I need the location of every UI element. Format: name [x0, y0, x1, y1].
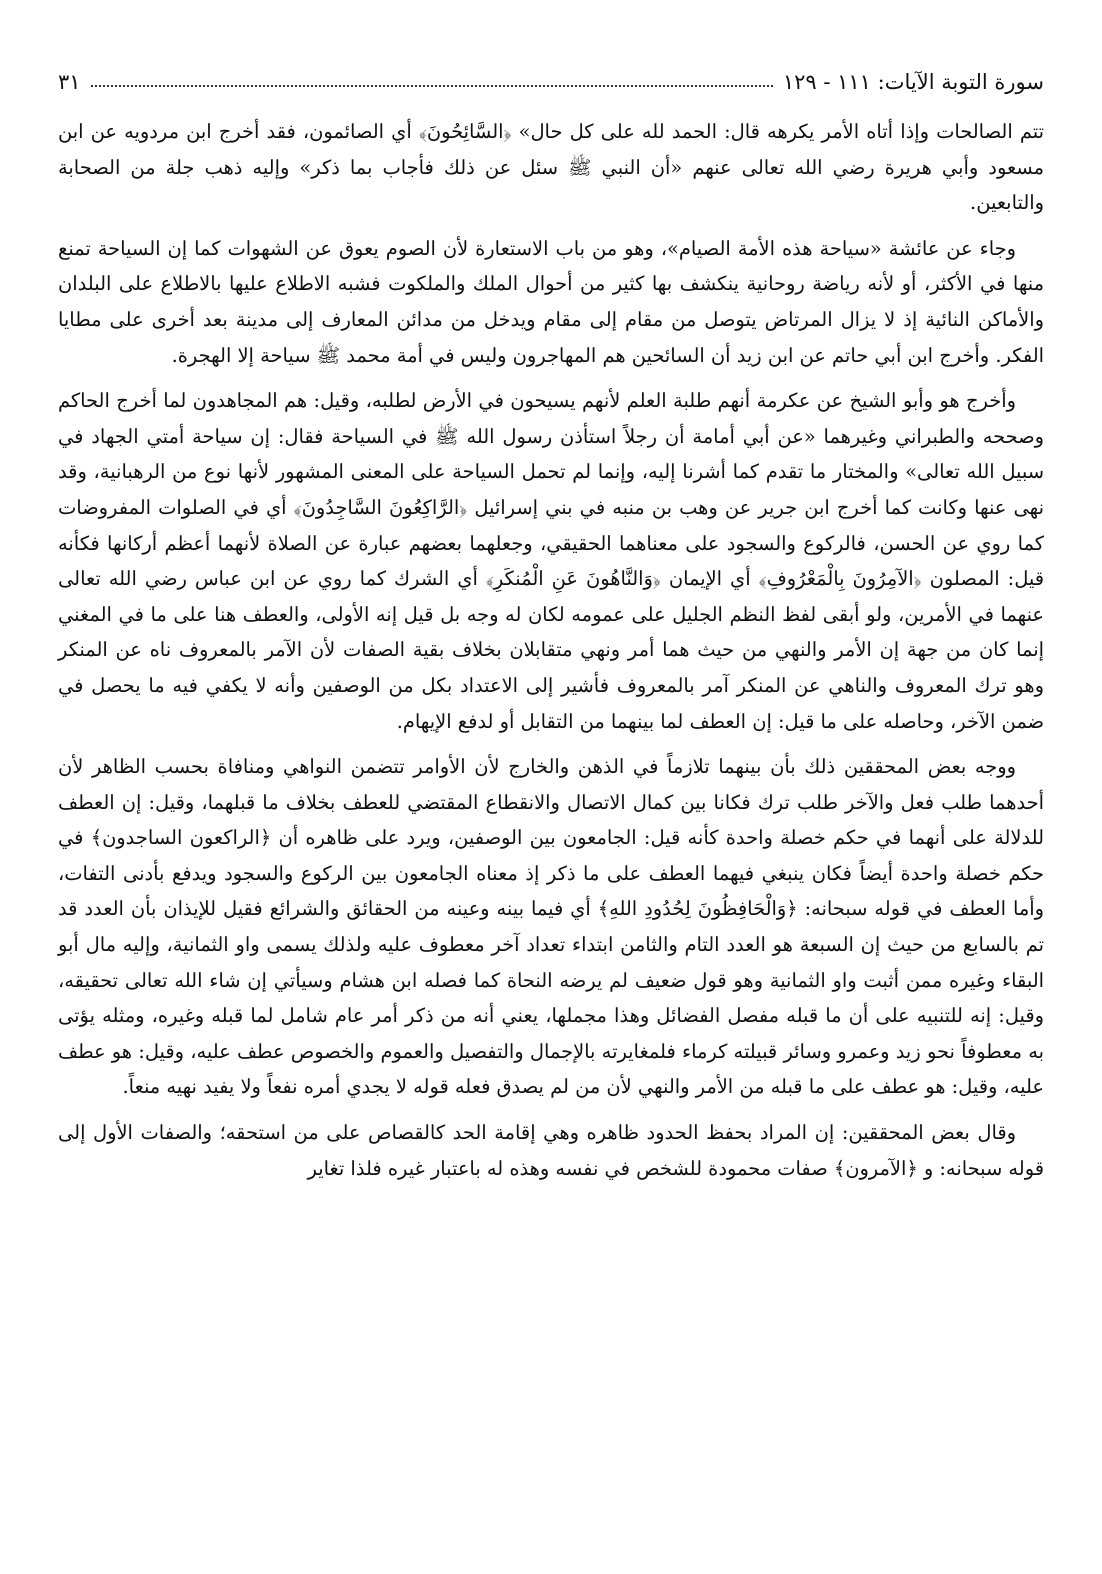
- dotted-leader: [91, 85, 773, 87]
- page-header: [58, 62, 1044, 102]
- paragraph-2: وجاء عن عائشة «سياحة هذه الأمة الصيام»، وهو من باب الاستعارة لأن الصوم يعوق عن الشهوات كما إن السياحة تمنع منها في الأكثر، أو لأنه رياضة روحانية ينكشف بها كثير من أحوال الملك والملكوت فشبه الاطلاع عليها بالاطلاع على البلدان والأماكن النائية إذ لا يزال المرتاض يتوصل من مقام إلى مقام ويدخل من مدائن المعارف إلى مدينة بعد أخرى على مطايا الفكر. وأخرج ابن أبي حاتم عن ابن زيد أن السائحين هم المهاجرون وليس في أمة محمد ﷺ سياحة إلا الهجرة.: [58, 236, 1044, 367]
- paragraph-4: ووجه بعض المحققين ذلك بأن بينهما تلازماً في الذهن والخارج لأن الأوامر تتضمن النواهي ومنافاة بحسب الظاهر لأن أحدهما طلب فعل والآخر طلب ترك فكانا بين كمال الاتصال والانقطاع المقتضي للعطف بخلاف ما قبلهما، وقيل: إن العطف للدلالة على أنهما في حكم خصلة واحدة كأنه قيل: الجامعون بين الوصفين، ويرد على ظاهره أن ﴿الراكعون الساجدون﴾ في حكم خصلة واحدة أيضاً فكان ينبغي فيهما العطف على ما ذكر إذ معناه الجامعون بين الركوع والسجود ويدفع بأدنى التفات، وأما العطف في قوله سبحانه: ﴿وَالْحَافِظُونَ لِحُدُودِ اللهِ﴾ أي فيما بينه وعينه من الحقائق والشرائع فقيل للإيذان بأن العدد قد تم بالسابع من حيث إن السبعة هو العدد التام والثامن ابتداء تعداد آخر معطوف عليه ولذلك يسمى واو الثمانية، وإليه مال أبو البقاء وغيره ممن أثبت واو الثمانية وهو قول ضعيف لم يرضه النحاة كما فصله ابن هشام وسيأتي إن شاء الله تعالى تحقيقه، وقيل: إنه للتنبيه على أن ما قبله مفصل الفضائل وهذا مجملها، يعني أنه من ذكر أمر عام شامل لما قبله وغيره، ومثله يؤتى به معطوفاً نحو زيد وعمرو وسائر قبيلته كرماء فلمغايرته بالإجمال والتفصيل والعموم والخصوص عطف عليه، وقيل: هو عطف عليه، وقيل: هو عطف على ما قبله من الأمر والنهي لأن من لم يصدق فعله قوله لا يجدي أمره نفعاً ولا يفيد نهيه منعاً.: [58, 755, 1044, 1099]
- paragraph-5: وقال بعض المحققين: إن المراد بحفظ الحدود ظاهره وهي إقامة الحد كالقصاص على من استحقه؛ والصفات الأول إلى قوله سبحانه: و ﴿الآمرون﴾ صفات محمودة للشخص في نفسه وهذه له باعتبار غيره فلذا تغاير: [58, 1121, 1044, 1180]
- document-page: [58, 62, 1044, 1544]
- paragraph-1: تتم الصالحات وإذا أتاه الأمر يكرهه قال: الحمد لله على كل حال» ﴿السَّائِحُونَ﴾ أي الصائمون، فقد أخرج ابن مردويه عن ابن مسعود وأبي هريرة رضي الله تعالى عنهم «أن النبي ﷺ سئل عن ذلك فأجاب بما ذكر» وإليه ذهب جلة من الصحابة والتابعين.: [58, 120, 1044, 215]
- page-body: [58, 114, 1044, 1186]
- running-title: سورة التوبة الآيات: ١١١ - ١٢٩: [782, 70, 1044, 94]
- page-number: ٣١: [58, 70, 81, 94]
- paragraph-3: وأخرج هو وأبو الشيخ عن عكرمة أنهم طلبة العلم لأنهم يسيحون في الأرض لطلبه، وقيل: هم المجاهدون لما أخرج الحاكم وصححه والطبراني وغيرهما «عن أبي أمامة أن رجلاً استأذن رسول الله ﷺ في السياحة فقال: إن سياحة أمتي الجهاد في سبيل الله تعالى» والمختار ما تقدم كما أشرنا إليه، وإنما لم تحمل السياحة على المعنى المشهور لأنها نوع من الرهبانية، وقد نهى عنها وكانت كما أخرج ابن جرير عن وهب بن منبه في بني إسرائيل ﴿الرَّاكِعُونَ السَّاجِدُونَ﴾ أي في الصلوات المفروضات كما روي عن الحسن، فالركوع والسجود على معناهما الحقيقي، وجعلهما بعضهم عبارة عن الصلاة لأنهما أعظم أركانها فكأنه قيل: المصلون ﴿الآمِرُونَ بِالْمَعْرُوفِ﴾ أي الإيمان ﴿وَالنَّاهُونَ عَنِ الْمُنكَرِ﴾ أي الشرك كما روي عن ابن عباس رضي الله تعالى عنهما في الأمرين، ولو أبقى لفظ النظم الجليل على عمومه لكان له وجه بل قيل إنه الأولى، والعطف هنا على ما في المغني إنما كان من جهة إن الأمر والنهي من حيث هما أمر ونهي متقابلان بخلاف بقية الصفات لأن الآمر بالمعروف ناه عن المنكر وهو ترك المعروف والناهي عن المنكر آمر بالمعروف فأشير إلى الاعتداد بكل من الوصفين وأنه لا يكفي فيه ما يحصل في ضمن الآخر، وحاصله على ما قيل: إن العطف لما بينهما من التقابل أو لدفع الإيهام.: [58, 389, 1044, 733]
